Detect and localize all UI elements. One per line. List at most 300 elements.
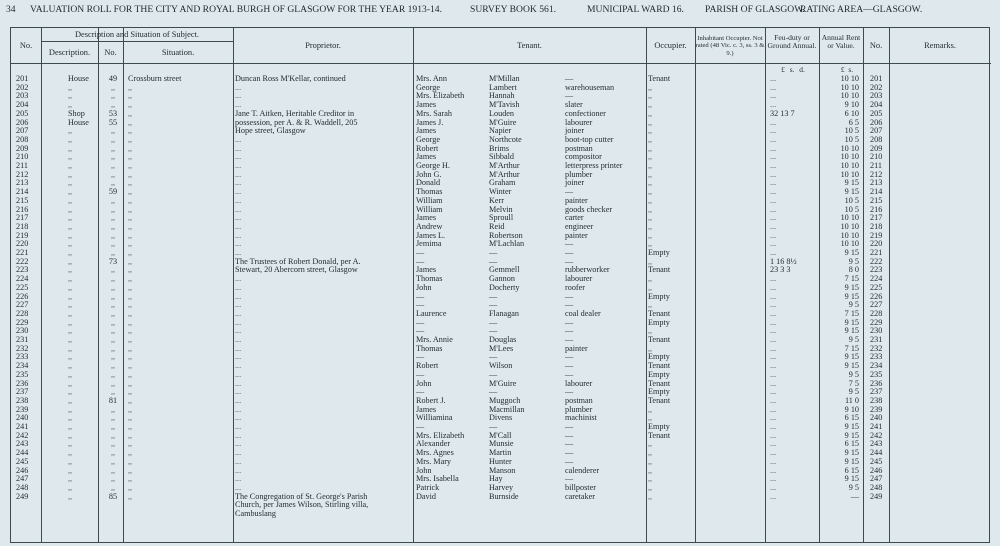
house-number-cell: ,,	[110, 413, 116, 423]
tenant-occupation-cell: postman	[565, 395, 593, 405]
tenant-surname-cell: Harvey	[489, 482, 514, 492]
header-description-group: Description and Situation of Subject.	[75, 30, 199, 39]
situation-cell: ,,	[128, 413, 133, 423]
house-number-cell: ,,	[110, 404, 116, 414]
tenant-occupation-cell: —	[565, 317, 574, 327]
description-cell: ,,	[68, 274, 73, 284]
annual-rent-cell: 9 10	[844, 404, 859, 414]
tenant-surname-cell: Docherty	[489, 282, 520, 292]
occupier-cell: Tenant	[648, 308, 671, 318]
occupier-cell: ,,	[648, 274, 653, 284]
house-number-cell: ,,	[110, 91, 116, 101]
page-number: 34	[6, 4, 16, 15]
feu-duty-cell: ...	[770, 413, 777, 423]
description-cell: Shop	[68, 108, 85, 118]
row-number: 218	[16, 221, 29, 231]
tenant-occupation-cell: caretaker	[565, 491, 595, 501]
situation-cell: ,,	[128, 335, 133, 344]
row-number: 236	[16, 378, 29, 388]
annual-rent-cell: 8 0	[848, 265, 859, 275]
situation-cell: ,,	[128, 117, 133, 127]
tenant-first-name-cell: —	[416, 326, 425, 336]
situation-cell: ,,	[128, 91, 133, 101]
row-number: 233	[16, 352, 29, 362]
proprietor-cell: ...	[235, 369, 242, 379]
house-number-cell: ,,	[110, 361, 116, 371]
row-number: 202	[16, 82, 29, 92]
proprietor-cell: ...	[235, 326, 242, 336]
row-number: 208	[16, 134, 29, 144]
situation-cell: ,,	[128, 239, 133, 249]
row-number-right: 216	[870, 204, 883, 214]
row-number-right: 249	[870, 491, 883, 501]
tenant-surname-cell: Manson	[489, 465, 516, 475]
row-number-right: 217	[870, 213, 883, 223]
row-number: 235	[16, 369, 29, 379]
description-cell: ,,	[68, 413, 73, 423]
tenant-first-name-cell: —	[416, 256, 425, 266]
tenant-first-name-cell: James	[416, 152, 437, 162]
house-number-cell: ,,	[110, 213, 116, 223]
tenant-first-name-cell: Thomas	[416, 187, 443, 197]
proprietor-cell: ...	[235, 456, 242, 466]
row-number-right: 201	[870, 74, 883, 83]
feu-units: £ s. d.	[781, 65, 805, 74]
tenant-occupation-cell: roofer	[565, 282, 586, 292]
row-number: 247	[16, 474, 29, 484]
house-number-cell: ,,	[110, 335, 116, 344]
row-number-right: 246	[870, 465, 883, 475]
header-situation: Situation.	[161, 47, 195, 57]
proprietor-cell: ...	[235, 465, 242, 475]
proprietor-cell: Church, per James Wilson, Stirling villa,	[235, 500, 369, 510]
annual-rent-cell: 10 10	[840, 152, 859, 162]
annual-rent-cell: 7 5	[848, 378, 859, 388]
tenant-surname-cell: Winter	[489, 187, 512, 197]
description-cell: ,,	[68, 282, 73, 292]
occupier-cell: ,,	[648, 221, 653, 231]
header-proprietor: Proprietor.	[305, 41, 341, 50]
house-number-cell: ,,	[110, 221, 116, 231]
tenant-occupation-cell: —	[565, 361, 574, 371]
description-cell: ,,	[68, 378, 73, 388]
feu-duty-cell: ...	[770, 482, 777, 492]
annual-rent-cell: 10 5	[844, 195, 859, 205]
situation-cell: ,,	[128, 387, 133, 397]
proprietor-cell: ...	[235, 204, 242, 214]
row-number-right: 203	[870, 91, 883, 101]
row-number: 222	[16, 256, 29, 266]
proprietor-cell: ...	[235, 404, 242, 414]
annual-rent-cell: 9 15	[844, 187, 859, 197]
description-cell: ,,	[68, 448, 73, 458]
proprietor-cell: ...	[235, 378, 242, 388]
house-number-cell: ,,	[110, 282, 116, 292]
feu-duty-cell: ...	[770, 126, 777, 136]
row-number: 216	[16, 204, 29, 214]
tenant-surname-cell: —	[489, 291, 498, 301]
house-number-cell: ,,	[110, 82, 116, 92]
tenant-first-name-cell: John	[416, 282, 432, 292]
situation-cell: ,,	[128, 456, 133, 466]
house-number-cell: ,,	[110, 239, 116, 249]
tenant-surname-cell: Robertson	[489, 230, 523, 240]
annual-rent-cell: 9 5	[848, 335, 859, 344]
occupier-cell: ,,	[648, 117, 653, 127]
proprietor-cell: ...	[235, 230, 242, 240]
row-number-right: 221	[870, 248, 883, 257]
occupier-cell: ,,	[648, 491, 653, 501]
proprietor-cell: ...	[235, 161, 242, 170]
row-number: 211	[16, 161, 28, 170]
proprietor-cell: ...	[235, 169, 242, 179]
proprietor-cell: ...	[235, 422, 242, 431]
row-number-right: 229	[870, 317, 883, 327]
row-number-right: 210	[870, 152, 883, 162]
occupier-cell: ,,	[648, 282, 653, 292]
proprietor-cell: Cambuslang	[235, 509, 276, 518]
tenant-first-name-cell: Alexander	[416, 439, 451, 449]
row-number-right: 235	[870, 369, 883, 379]
tenant-first-name-cell: —	[416, 248, 425, 257]
occupier-cell: ,,	[648, 465, 653, 475]
proprietor-cell: ...	[235, 448, 242, 458]
tenant-occupation-cell: painter	[565, 195, 588, 205]
description-cell: ,,	[68, 369, 73, 379]
situation-cell: ,,	[128, 422, 133, 431]
header-no: No.	[19, 41, 33, 50]
description-cell: ,,	[68, 465, 73, 475]
house-number-cell: ,,	[110, 169, 116, 179]
tenant-surname-cell: Burnside	[489, 491, 519, 501]
tenant-surname-cell: Graham	[489, 178, 516, 188]
house-number-cell: ,,	[110, 291, 116, 301]
annual-rent-cell: 10 5	[844, 204, 859, 214]
feu-duty-cell: ...	[770, 465, 777, 475]
occupier-cell: Tenant	[648, 378, 671, 388]
proprietor-cell: ...	[235, 178, 242, 188]
row-number: 201	[16, 74, 29, 83]
occupier-cell: Empty	[648, 317, 670, 327]
annual-rent-cell: 10 10	[840, 213, 859, 223]
occupier-cell: ,,	[648, 404, 653, 414]
tenant-first-name-cell: George	[416, 82, 440, 92]
row-number-right: 245	[870, 456, 883, 466]
annual-rent-cell: 9 15	[844, 317, 859, 327]
row-number-right: 205	[870, 108, 883, 118]
proprietor-cell: possession, per A. & R. Waddell, 205	[235, 117, 358, 127]
house-number-cell: ,,	[110, 465, 116, 475]
page-header	[0, 0, 1000, 20]
row-number-right: 213	[870, 178, 883, 188]
description-cell: ,,	[68, 387, 73, 397]
tenant-occupation-cell: warehouseman	[565, 82, 615, 92]
occupier-cell: ,,	[648, 204, 653, 214]
proprietor-cell: ...	[235, 343, 242, 353]
feu-duty-cell: ...	[770, 361, 777, 371]
proprietor-cell: ...	[235, 413, 242, 423]
occupier-cell: Tenant	[648, 395, 671, 405]
feu-duty-cell: ...	[770, 335, 777, 344]
tenant-surname-cell: Wilson	[489, 361, 513, 371]
tenant-first-name-cell: Thomas	[416, 343, 443, 353]
parish: PARISH OF GLASGOW.	[705, 4, 805, 15]
tenant-occupation-cell: —	[565, 474, 574, 484]
proprietor-cell: ...	[235, 387, 242, 397]
feu-duty-cell: ...	[770, 282, 777, 292]
situation-cell: ,,	[128, 256, 133, 266]
feu-duty-cell: ...	[770, 117, 777, 127]
header-occupier: Occupier.	[654, 41, 687, 50]
municipal-ward: MUNICIPAL WARD 16.	[587, 4, 684, 15]
tenant-first-name-cell: Mrs. Mary	[416, 456, 452, 466]
tenant-occupation-cell: —	[565, 448, 574, 458]
feu-duty-cell: ...	[770, 395, 777, 405]
row-number: 245	[16, 456, 29, 466]
tenant-surname-cell: Martin	[489, 448, 512, 458]
occupier-cell: ,,	[648, 82, 653, 92]
description-cell: House	[68, 74, 89, 83]
occupier-cell: ,,	[648, 256, 653, 266]
row-number: 224	[16, 274, 29, 284]
header-description: Description.	[48, 47, 91, 57]
house-number-cell: ,,	[110, 265, 116, 275]
header-annual-rent: Annual Rent or Value.	[821, 33, 861, 50]
situation-cell: ,,	[128, 291, 133, 301]
tenant-surname-cell: —	[489, 256, 498, 266]
tenant-surname-cell: Napier	[489, 126, 512, 136]
row-number-right: 206	[870, 117, 883, 127]
description-cell: ,,	[68, 422, 73, 431]
annual-rent-cell: 10 10	[840, 239, 859, 249]
occupier-cell: ,,	[648, 474, 653, 484]
table-row	[0, 493, 1000, 502]
annual-rent-cell: 7 15	[844, 308, 859, 318]
occupier-cell: ,,	[648, 161, 653, 170]
situation-cell: ,,	[128, 100, 133, 110]
proprietor-cell: ...	[235, 143, 242, 153]
tenant-occupation-cell: postman	[565, 143, 593, 153]
situation-cell: ,,	[128, 317, 133, 327]
situation-cell: ,,	[128, 161, 133, 170]
occupier-cell: ,,	[648, 178, 653, 188]
feu-duty-cell: ...	[770, 448, 777, 458]
house-number-cell: ,,	[110, 126, 116, 136]
annual-rent-cell: 9 15	[844, 291, 859, 301]
proprietor-cell: ...	[235, 221, 242, 231]
feu-duty-cell: ...	[770, 326, 777, 336]
tenant-first-name-cell: —	[416, 317, 425, 327]
proprietor-cell: Stewart, 20 Abercorn street, Glasgow	[235, 265, 358, 275]
tenant-surname-cell: Melvin	[489, 204, 513, 214]
tenant-first-name-cell: Robert J.	[416, 395, 446, 405]
tenant-first-name-cell: Mrs. Elizabeth	[416, 430, 465, 440]
tenant-occupation-cell: labourer	[565, 378, 593, 388]
description-cell: ,,	[68, 265, 73, 275]
occupier-cell: ,,	[648, 134, 653, 144]
row-number: 212	[16, 169, 29, 179]
house-number-cell: ,,	[110, 326, 116, 336]
feu-duty-cell: ...	[770, 195, 777, 205]
header-feu-duty: Feu-duty or Ground Annual.	[767, 33, 817, 50]
feu-duty-cell: ...	[770, 152, 777, 162]
annual-rent-cell: 9 5	[848, 369, 859, 379]
house-number-cell: 55	[108, 117, 118, 127]
house-number-cell: ,,	[110, 439, 116, 449]
house-number-cell: ,,	[110, 134, 116, 144]
situation-cell: ,,	[128, 395, 133, 405]
tenant-occupation-cell: —	[565, 256, 574, 266]
tenant-occupation-cell: letterpress printer	[565, 161, 623, 170]
feu-duty-cell: ...	[770, 308, 777, 318]
description-cell: ,,	[68, 308, 73, 318]
header-no-right: No.	[869, 41, 883, 50]
tenant-surname-cell: Reid	[489, 221, 505, 231]
row-number: 230	[16, 326, 29, 336]
row-number-right: 222	[870, 256, 883, 266]
tenant-first-name-cell: George H.	[416, 161, 450, 170]
description-cell: ,,	[68, 456, 73, 466]
situation-cell: ,,	[128, 134, 133, 144]
tenant-occupation-cell: compositor	[565, 152, 602, 162]
feu-duty-cell: ...	[770, 213, 777, 223]
row-number-right: 215	[870, 195, 883, 205]
description-cell: ,,	[68, 143, 73, 153]
occupier-cell: Empty	[648, 369, 670, 379]
feu-duty-cell: ...	[770, 439, 777, 449]
tenant-first-name-cell: Donald	[416, 178, 441, 188]
occupier-cell: ,,	[648, 187, 653, 197]
annual-rent-cell: 9 15	[844, 361, 859, 371]
rating-area: RATING AREA—GLASGOW.	[800, 4, 923, 15]
proprietor-cell: ...	[235, 282, 242, 292]
row-number-right: 220	[870, 239, 883, 249]
row-number-right: 232	[870, 343, 883, 353]
description-cell: ,,	[68, 361, 73, 371]
row-number: 220	[16, 239, 29, 249]
occupier-cell: ,,	[648, 326, 653, 336]
annual-rent-cell: —	[850, 491, 859, 501]
house-number-cell: 49	[108, 74, 118, 83]
row-number-right: 236	[870, 378, 883, 388]
tenant-surname-cell: Divens	[489, 413, 513, 423]
row-number-right: 223	[870, 265, 883, 275]
description-cell: ,,	[68, 126, 73, 136]
tenant-first-name-cell: John G.	[416, 169, 442, 179]
row-number-right: 247	[870, 474, 883, 484]
description-cell: ,,	[68, 169, 73, 179]
house-number-cell: ,,	[110, 482, 116, 492]
annual-rent-cell: 6 15	[844, 439, 859, 449]
description-cell: ,,	[68, 395, 73, 405]
description-cell: ,,	[68, 204, 73, 214]
row-number: 246	[16, 465, 29, 475]
tenant-surname-cell: Louden	[489, 108, 515, 118]
tenant-surname-cell: Brims	[489, 143, 510, 153]
description-cell: ,,	[68, 317, 73, 327]
row-number-right: 208	[870, 134, 883, 144]
feu-duty-cell: ...	[770, 82, 777, 92]
house-number-cell: ,,	[110, 378, 116, 388]
row-number: 205	[16, 108, 29, 118]
house-number-cell: ,,	[110, 143, 116, 153]
tenant-occupation-cell: boot-top cutter	[565, 134, 614, 144]
header-inhabitant-occupier: Inhabitant Occupier. Not rated (48 Vic. c. 3, ss. 3 & 9.)	[695, 34, 765, 57]
annual-rent-cell: 9 15	[844, 178, 859, 188]
description-cell: ,,	[68, 195, 73, 205]
feu-duty-cell: ...	[770, 239, 777, 249]
situation-cell: ,,	[128, 82, 133, 92]
proprietor-cell: Hope street, Glasgow	[235, 126, 306, 136]
row-number: 239	[16, 404, 29, 414]
tenant-surname-cell: M'Call	[489, 430, 512, 440]
row-number: 221	[16, 248, 29, 257]
situation-cell: ,,	[128, 169, 133, 179]
row-number: 237	[16, 387, 29, 397]
tenant-occupation-cell: —	[565, 248, 574, 257]
tenant-surname-cell: —	[489, 300, 498, 310]
row-number: 204	[16, 100, 29, 110]
annual-rent-cell: 9 15	[844, 422, 859, 431]
annual-rent-cell: 10 10	[840, 82, 859, 92]
proprietor-cell: ...	[235, 274, 242, 284]
tenant-occupation-cell: —	[565, 300, 574, 310]
feu-duty-cell: ...	[770, 387, 777, 397]
feu-duty-cell: ...	[770, 134, 777, 144]
house-number-cell: ,,	[110, 308, 116, 318]
occupier-cell: ,,	[648, 300, 653, 310]
feu-duty-cell: ...	[770, 187, 777, 197]
tenant-occupation-cell: carter	[565, 213, 584, 223]
tenant-surname-cell: —	[489, 369, 498, 379]
tenant-first-name-cell: Laurence	[416, 308, 447, 318]
annual-rent-cell: 9 5	[848, 482, 859, 492]
row-number: 209	[16, 143, 29, 153]
occupier-cell: ,,	[648, 439, 653, 449]
annual-rent-cell: 9 15	[844, 448, 859, 458]
description-cell: ,,	[68, 326, 73, 336]
row-number: 225	[16, 282, 29, 292]
feu-duty-cell: ...	[770, 474, 777, 484]
house-number-cell: ,,	[110, 100, 116, 110]
house-number-cell: ,,	[110, 448, 116, 458]
annual-rent-cell: 10 10	[840, 91, 859, 101]
row-number: 231	[16, 335, 29, 344]
annual-rent-cell: 7 15	[844, 343, 859, 353]
proprietor-cell: ...	[235, 395, 242, 405]
situation-cell: ,,	[128, 448, 133, 458]
row-number: 232	[16, 343, 29, 353]
row-number: 227	[16, 300, 29, 310]
tenant-first-name-cell: Mrs. Elizabeth	[416, 91, 465, 101]
row-number: 238	[16, 395, 29, 405]
row-number: 213	[16, 178, 29, 188]
description-cell: ,,	[68, 291, 73, 301]
row-number-right: 212	[870, 169, 883, 179]
feu-duty-cell: ...	[770, 100, 777, 110]
tenant-first-name-cell: George	[416, 134, 440, 144]
situation-cell: ,,	[128, 404, 133, 414]
occupier-cell: ,,	[648, 143, 653, 153]
tenant-surname-cell: Hay	[489, 474, 503, 484]
description-cell: ,,	[68, 161, 73, 170]
annual-rent-cell: 9 10	[844, 100, 859, 110]
row-number: 241	[16, 422, 29, 431]
row-number-right: 248	[870, 482, 883, 492]
tenant-first-name-cell: Mrs. Ann	[416, 74, 447, 83]
tenant-surname-cell: M'Guire	[489, 117, 517, 127]
tenant-occupation-cell: confectioner	[565, 108, 606, 118]
